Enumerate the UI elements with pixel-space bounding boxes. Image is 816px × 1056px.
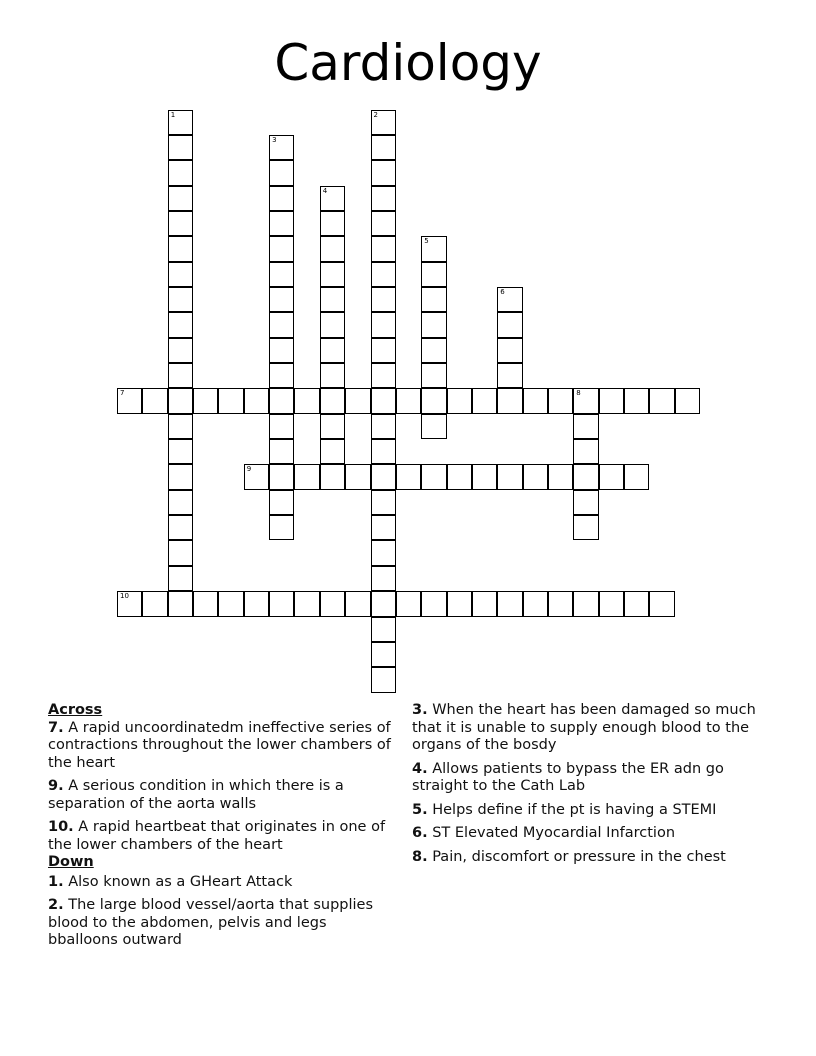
clue-text: Pain, discomfort or pressure in the chest <box>432 848 726 865</box>
grid-cell[interactable] <box>497 312 522 337</box>
grid-cell[interactable] <box>168 211 193 236</box>
grid-cell[interactable] <box>371 490 396 515</box>
grid-cell[interactable] <box>523 388 548 413</box>
grid-cell[interactable] <box>142 591 167 616</box>
cell-number: 4 <box>322 186 328 195</box>
grid-cell[interactable] <box>345 591 370 616</box>
clue-text: Also known as a GHeart Attack <box>68 873 293 890</box>
grid-cell[interactable] <box>168 540 193 565</box>
grid-cell[interactable] <box>624 591 649 616</box>
grid-cell[interactable] <box>269 439 294 464</box>
grid-cell[interactable] <box>168 591 193 616</box>
grid-cell[interactable] <box>421 262 446 287</box>
grid-cell[interactable] <box>649 388 674 413</box>
puzzle-title: Cardiology <box>274 34 542 92</box>
grid-cell[interactable] <box>421 464 446 489</box>
grid-cell[interactable] <box>371 439 396 464</box>
grid-cell[interactable] <box>497 363 522 388</box>
grid-cell[interactable] <box>117 388 142 413</box>
grid-cell[interactable] <box>320 211 345 236</box>
grid-cell[interactable] <box>421 591 446 616</box>
grid-cell[interactable] <box>396 464 421 489</box>
grid-cell[interactable] <box>345 464 370 489</box>
grid-cell[interactable] <box>599 591 624 616</box>
grid-cell[interactable] <box>269 236 294 261</box>
grid-cell[interactable] <box>168 490 193 515</box>
clue-down-3 <box>412 702 762 755</box>
grid-cell[interactable] <box>269 287 294 312</box>
grid-cell[interactable] <box>320 464 345 489</box>
grid-cell[interactable] <box>371 388 396 413</box>
grid-cell[interactable] <box>573 388 598 413</box>
grid-cell[interactable] <box>421 312 446 337</box>
grid-cell[interactable] <box>168 110 193 135</box>
grid-cell[interactable] <box>320 236 345 261</box>
grid-cell[interactable] <box>371 617 396 642</box>
grid-cell[interactable] <box>117 591 142 616</box>
grid-cell[interactable] <box>573 464 598 489</box>
clue-text: The large blood vessel/aorta that supplies blood to the abdomen, pelvis and legs bballoons outward <box>48 897 374 948</box>
grid-cell[interactable] <box>371 667 396 692</box>
grid-cell[interactable] <box>497 287 522 312</box>
grid-cell[interactable] <box>371 211 396 236</box>
grid-cell[interactable] <box>269 363 294 388</box>
grid-cell[interactable] <box>371 262 396 287</box>
grid-cell[interactable] <box>168 338 193 363</box>
grid-cell[interactable] <box>320 186 345 211</box>
clue-text: A rapid heartbeat that originates in one of the lower chambers of the heart <box>48 819 386 853</box>
grid-cell[interactable] <box>371 287 396 312</box>
clue-number: 7. <box>48 719 64 736</box>
grid-cell[interactable] <box>269 186 294 211</box>
clue-across-10 <box>48 819 400 854</box>
grid-cell[interactable] <box>497 464 522 489</box>
grid-cell[interactable] <box>269 464 294 489</box>
clue-number: 4. <box>412 760 428 777</box>
grid-cell[interactable] <box>497 338 522 363</box>
grid-cell[interactable] <box>269 388 294 413</box>
grid-cell[interactable] <box>269 160 294 185</box>
grid-cell[interactable] <box>294 464 319 489</box>
grid-cell[interactable] <box>447 464 472 489</box>
cell-number: 9 <box>246 465 252 474</box>
grid-cell[interactable] <box>320 363 345 388</box>
clue-down-6 <box>412 825 762 843</box>
grid-cell[interactable] <box>573 490 598 515</box>
clue-text: Allows patients to bypass the ER adn go straight to the Cath Lab <box>412 760 724 794</box>
grid-cell[interactable] <box>371 642 396 667</box>
clue-text: A rapid uncoordinatedm ineffective series of contractions throughout the lower chambers of the heart <box>48 719 391 771</box>
grid-cell[interactable] <box>168 160 193 185</box>
clue-down-2 <box>48 897 400 950</box>
grid-cell[interactable] <box>294 388 319 413</box>
grid-cell[interactable] <box>497 591 522 616</box>
grid-cell[interactable] <box>421 236 446 261</box>
grid-cell[interactable] <box>269 515 294 540</box>
grid-cell[interactable] <box>371 110 396 135</box>
clue-text: When the heart has been damaged so much that it is unable to supply enough blood to the organs of the bosdy <box>412 702 756 753</box>
grid-cell[interactable] <box>269 490 294 515</box>
grid-cell[interactable] <box>624 388 649 413</box>
grid-cell[interactable] <box>244 591 269 616</box>
grid-cell[interactable] <box>269 135 294 160</box>
grid-cell[interactable] <box>269 312 294 337</box>
cell-number: 6 <box>500 287 505 296</box>
clue-number: 10. <box>48 819 74 835</box>
clue-text: A serious condition in which there is a separation of the aorta walls <box>48 778 344 812</box>
grid-cell[interactable] <box>371 186 396 211</box>
grid-cell[interactable] <box>472 464 497 489</box>
clue-number: 3. <box>412 702 428 718</box>
grid-cell[interactable] <box>447 388 472 413</box>
grid-cell[interactable] <box>168 464 193 489</box>
grid-cell[interactable] <box>548 591 573 616</box>
grid-cell[interactable] <box>421 388 446 413</box>
grid-cell[interactable] <box>371 312 396 337</box>
grid-cell[interactable] <box>472 591 497 616</box>
grid-cell[interactable] <box>269 211 294 236</box>
grid-cell[interactable] <box>421 363 446 388</box>
grid-cell[interactable] <box>371 540 396 565</box>
grid-cell[interactable] <box>320 591 345 616</box>
grid-cell[interactable] <box>320 312 345 337</box>
grid-cell[interactable] <box>168 236 193 261</box>
grid-cell[interactable] <box>548 464 573 489</box>
grid-cell[interactable] <box>599 388 624 413</box>
grid-cell[interactable] <box>371 135 396 160</box>
grid-cell[interactable] <box>218 591 243 616</box>
grid-cell[interactable] <box>320 439 345 464</box>
grid-cell[interactable] <box>497 388 522 413</box>
grid-cell[interactable] <box>345 388 370 413</box>
grid-cell[interactable] <box>523 464 548 489</box>
grid-cell[interactable] <box>548 388 573 413</box>
cell-number: 10 <box>120 592 129 601</box>
clue-number: 5. <box>412 801 428 818</box>
grid-cell[interactable] <box>421 338 446 363</box>
grid-cell[interactable] <box>421 287 446 312</box>
cell-number: 3 <box>272 135 277 144</box>
grid-cell[interactable] <box>371 464 396 489</box>
cell-number: 7 <box>120 389 125 398</box>
grid-cell[interactable] <box>320 287 345 312</box>
clue-number: 8. <box>412 848 428 865</box>
grid-cell[interactable] <box>649 591 674 616</box>
grid-cell[interactable] <box>396 591 421 616</box>
grid-cell[interactable] <box>371 414 396 439</box>
grid-cell[interactable] <box>320 338 345 363</box>
across-heading: Across <box>48 702 103 718</box>
grid-cell[interactable] <box>168 135 193 160</box>
grid-cell[interactable] <box>320 262 345 287</box>
clue-number: 6. <box>412 825 428 841</box>
clue-across-7 <box>48 720 400 773</box>
clue-number: 9. <box>48 778 64 794</box>
grid-cell[interactable] <box>675 388 700 413</box>
grid-cell[interactable] <box>168 515 193 540</box>
grid-cell[interactable] <box>269 414 294 439</box>
grid-cell[interactable] <box>447 591 472 616</box>
grid-cell[interactable] <box>168 287 193 312</box>
grid-cell[interactable] <box>168 186 193 211</box>
grid-cell[interactable] <box>168 566 193 591</box>
grid-cell[interactable] <box>573 414 598 439</box>
grid-cell[interactable] <box>523 591 548 616</box>
grid-cell[interactable] <box>193 388 218 413</box>
clue-text: Helps define if the pt is having a STEMI <box>432 801 717 818</box>
cell-number: 2 <box>373 110 378 119</box>
grid-cell[interactable] <box>269 262 294 287</box>
grid-cell[interactable] <box>294 591 319 616</box>
grid-cell[interactable] <box>168 312 193 337</box>
clue-across-9 <box>48 778 400 813</box>
grid-cell[interactable] <box>168 439 193 464</box>
down-heading: Down <box>48 854 94 870</box>
grid-cell[interactable] <box>193 591 218 616</box>
cell-number: 5 <box>424 237 429 246</box>
cell-number: 8 <box>576 389 581 398</box>
grid-cell[interactable] <box>168 262 193 287</box>
grid-cell[interactable] <box>244 388 269 413</box>
grid-cell[interactable] <box>168 414 193 439</box>
grid-cell[interactable] <box>371 236 396 261</box>
clue-number: 2. <box>48 897 64 913</box>
grid-cell[interactable] <box>168 388 193 413</box>
grid-cell[interactable] <box>371 160 396 185</box>
clues-left-column <box>48 702 400 956</box>
grid-cell[interactable] <box>142 388 167 413</box>
clue-text: ST Elevated Myocardial Infarction <box>432 825 676 841</box>
clue-down-5 <box>412 802 762 820</box>
grid-cell[interactable] <box>244 464 269 489</box>
grid-cell[interactable] <box>218 388 243 413</box>
grid-cell[interactable] <box>599 464 624 489</box>
grid-cell[interactable] <box>269 338 294 363</box>
clue-number: 1. <box>48 873 64 890</box>
grid-cell[interactable] <box>320 388 345 413</box>
grid-cell[interactable] <box>573 591 598 616</box>
grid-cell[interactable] <box>624 464 649 489</box>
grid-cell[interactable] <box>371 591 396 616</box>
clue-down-8 <box>412 849 762 867</box>
grid-cell[interactable] <box>168 363 193 388</box>
clue-down-4 <box>412 761 762 796</box>
grid-cell[interactable] <box>396 388 421 413</box>
grid-cell[interactable] <box>472 388 497 413</box>
grid-cell[interactable] <box>573 515 598 540</box>
clue-down-1 <box>48 874 400 892</box>
grid-cell[interactable] <box>371 515 396 540</box>
grid-cell[interactable] <box>371 338 396 363</box>
grid-cell[interactable] <box>371 363 396 388</box>
cell-number: 1 <box>170 110 176 119</box>
grid-cell[interactable] <box>320 414 345 439</box>
clues-right-column <box>412 702 762 872</box>
grid-cell[interactable] <box>269 591 294 616</box>
grid-cell[interactable] <box>421 414 446 439</box>
grid-cell[interactable] <box>371 566 396 591</box>
grid-cell[interactable] <box>573 439 598 464</box>
